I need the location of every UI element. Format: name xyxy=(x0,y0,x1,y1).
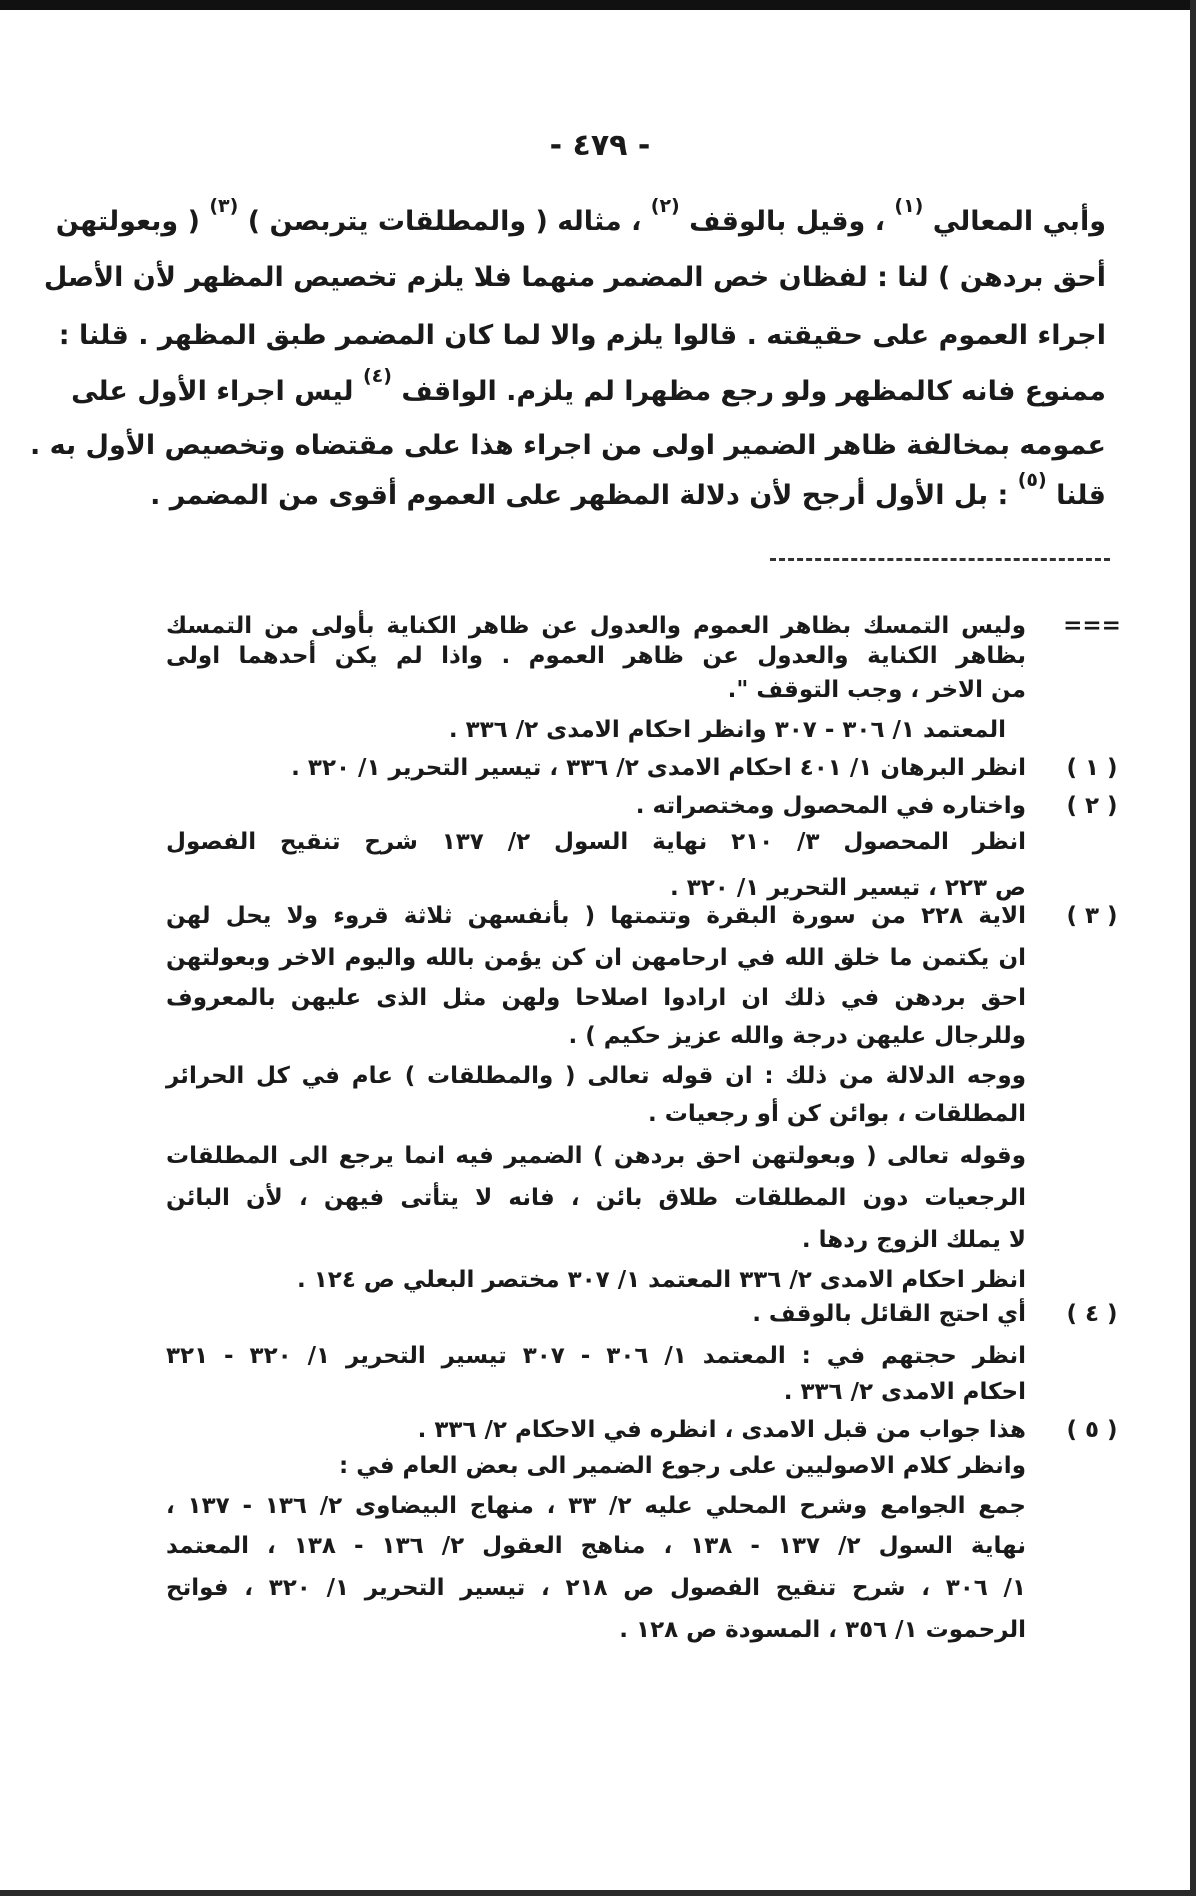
footnote-continuation-line: وليس التمسك بظاهر العموم والعدول عن ظاهر الكناية بأولى من التمسك xyxy=(166,613,1026,639)
footnote-2-line: واختاره في المحصول ومختصراته . xyxy=(635,793,1026,819)
continuation-marker: === xyxy=(1063,613,1121,639)
footnote-continuation-line: بظاهر الكناية والعدول عن ظاهر العموم . واذا لم يكن أحدهما اولى xyxy=(166,643,1026,669)
footnote-5-line: جمع الجوامع وشرح المحلي عليه ٢/ ٣٣ ، منهاج البيضاوى ٢/ ١٣٦ - ١٣٧ ، xyxy=(166,1493,1026,1519)
footnote-2-line: انظر المحصول ٣/ ٢١٠ نهاية السول ٢/ ١٣٧ شرح تنقيح الفصول xyxy=(166,829,1026,855)
footnote-3-line: وللرجال عليهن درجة والله عزيز حكيم ) . xyxy=(568,1023,1026,1049)
footnote-3-line: ان يكتمن ما خلق الله في ارحامهن ان كن يؤمن بالله واليوم الاخر وبعولتهن xyxy=(166,945,1026,971)
footnote-separator xyxy=(770,558,1110,561)
footnote-4-line: أي احتج القائل بالوقف . xyxy=(752,1301,1026,1327)
footnote-5-line: نهاية السول ٢/ ١٣٧ - ١٣٨ ، مناهج العقول ٢/ ١٣٦ - ١٣٨ ، المعتمد xyxy=(166,1533,1026,1559)
body-line-4: ممنوع فانه كالمظهر ولو رجع مظهرا لم يلزم. الواقف $^{(٤)}$ ليس اجراء الأول على xyxy=(71,365,1106,407)
footnote-ref-4[interactable]: (٤) xyxy=(362,365,392,387)
footnote-3-line: لا يملك الزوج ردها . xyxy=(801,1227,1026,1253)
footnote-3-line: احق بردهن في ذلك ان ارادوا اصلاحا ولهن مثل الذى عليهن بالمعروف xyxy=(166,985,1026,1011)
footnote-ref-1[interactable]: (١) xyxy=(894,195,924,217)
footnote-5-line: وانظر كلام الاصوليين على رجوع الضمير الى بعض العام في : xyxy=(339,1453,1026,1479)
footnote-marker-4: ( ٤ ) xyxy=(1066,1301,1118,1327)
footnote-3-line: الرجعيات دون المطلقات طلاق بائن ، فانه لا يتأتى فيهن ، لأن البائن xyxy=(166,1185,1026,1211)
footnote-continuation-line: من الاخر ، وجب التوقف ". xyxy=(727,677,1026,703)
footnote-marker-1: ( ١ ) xyxy=(1066,755,1118,781)
body-line-5: عمومه بمخالفة ظاهر الضمير اولى من اجراء هذا على مقتضاه وتخصيص الأول به . xyxy=(29,430,1106,461)
footnote-3-line: المطلقات ، بوائن كن أو رجعيات . xyxy=(647,1101,1026,1127)
footnote-5-line: ١/ ٣٠٦ ، شرح تنقيح الفصول ص ٢١٨ ، تيسير التحرير ١/ ٣٢٠ ، فواتح xyxy=(166,1575,1026,1601)
body-line-6: قلنا $^{(٥)}$ : بل الأول أرجح لأن دلالة المظهر على العموم أقوى من المضمر . xyxy=(150,469,1106,511)
footnote-ref-2[interactable]: (٢) xyxy=(650,195,680,217)
footnote-3-line: ووجه الدلالة من ذلك : ان قوله تعالى ( والمطلقات ) عام في كل الحرائر xyxy=(166,1063,1026,1089)
body-line-1: وأبي المعالي $^{(١)}$ ، وقيل بالوقف $^{(٢)}$ ، مثاله ( والمطلقات يتربصن ) $^{(٣)}$ ( وبعولتهن xyxy=(55,195,1106,237)
footnote-3-line: انظر احكام الامدى ٢/ ٣٣٦ المعتمد ١/ ٣٠٧ مختصر البعلي ص ١٢٤ . xyxy=(297,1267,1026,1293)
footnote-4-line: احكام الامدى ٢/ ٣٣٦ . xyxy=(783,1379,1026,1405)
footnote-5-line: الرحموت ١/ ٣٥٦ ، المسودة ص ١٢٨ . xyxy=(619,1617,1026,1643)
footnote-3-line: الاية ٢٢٨ من سورة البقرة وتتمتها ( بأنفسهن ثلاثة قروء ولا يحل لهن xyxy=(166,903,1026,929)
body-line-3: اجراء العموم على حقيقته . قالوا يلزم والا لما كان المضمر طبق المظهر . قلنا : xyxy=(58,320,1106,351)
footnote-ref-5[interactable]: (٥) xyxy=(1017,469,1047,491)
footnote-2-line: ص ٢٢٣ ، تيسير التحرير ١/ ٣٢٠ . xyxy=(669,875,1026,901)
body-line-2: أحق بردهن ) لنا : لفظان خص المضمر منهما فلا يلزم تخصيص المظهر لأن الأصل xyxy=(43,262,1106,293)
footnote-1-line: انظر البرهان ١/ ٤٠١ احكام الامدى ٢/ ٣٣٦ ، تيسير التحرير ١/ ٣٢٠ . xyxy=(291,755,1026,781)
footnote-5-line: هذا جواب من قبل الامدى ، انظره في الاحكام ٢/ ٣٣٦ . xyxy=(417,1417,1026,1443)
footnote-marker-2: ( ٢ ) xyxy=(1066,793,1118,819)
footnote-marker-3: ( ٣ ) xyxy=(1066,903,1118,929)
page-number: - ٤٧٩ - xyxy=(549,128,651,163)
footnote-3-line: وقوله تعالى ( وبعولتهن احق بردهن ) الضمير فيه انما يرجع الى المطلقات xyxy=(166,1143,1026,1169)
footnote-ref-3[interactable]: (٣) xyxy=(209,195,239,217)
footnote-continuation-line: المعتمد ١/ ٣٠٦ - ٣٠٧ وانظر احكام الامدى ٢/ ٣٣٦ . xyxy=(448,717,1006,743)
footnote-marker-5: ( ٥ ) xyxy=(1066,1417,1118,1443)
footnote-4-line: انظر حجتهم في : المعتمد ١/ ٣٠٦ - ٣٠٧ تيسير التحرير ١/ ٣٢٠ - ٣٢١ xyxy=(166,1343,1027,1369)
